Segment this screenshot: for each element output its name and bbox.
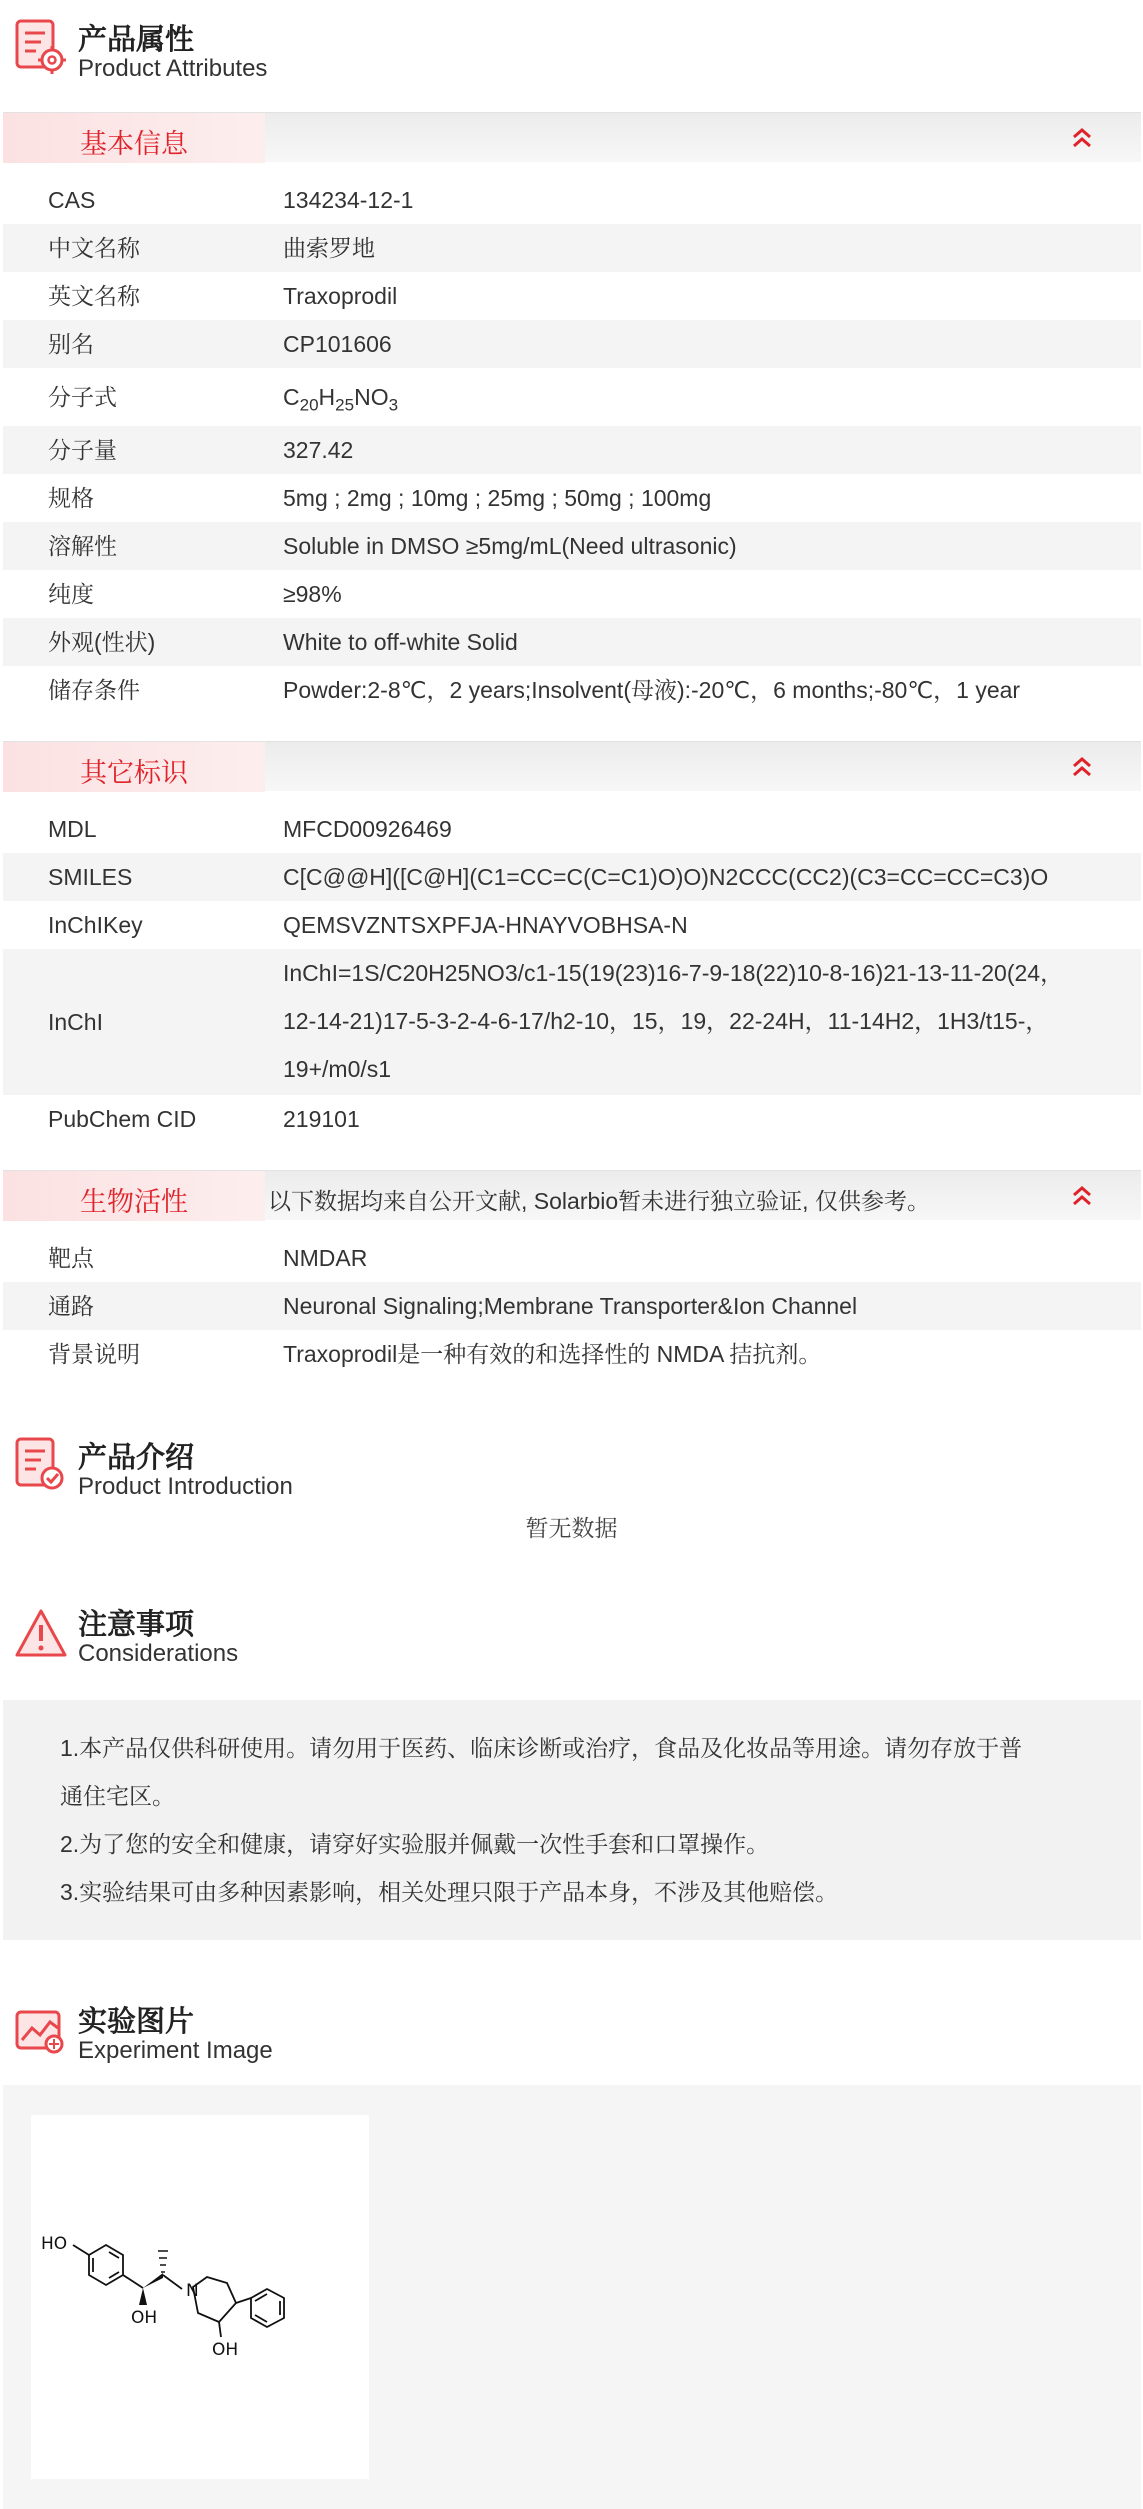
table-row [3,618,1141,666]
row-key: 中文名称 [48,235,140,261]
section-title: 产品介绍 [78,1442,195,1474]
table-row [3,1095,1141,1143]
table-row [3,474,1141,522]
row-key: 储存条件 [48,677,140,703]
row-key: 分子式 [48,384,117,410]
no-data-text: 暂无数据 [525,1515,618,1541]
table-row [3,426,1141,474]
section-subtitle: Experiment Image [78,2037,273,2064]
row-value: QEMSVZNTSXPFJA-HNAYVOBHSA-N [283,912,688,938]
row-value: 219101 [283,1106,360,1132]
row-key: CAS [48,187,96,213]
row-key: SMILES [48,864,133,890]
disclaimer-note: 以下数据均来自公开文献, Solarbio暂未进行独立验证, 仅供参考。 [268,1188,930,1214]
row-value: 327.42 [283,437,354,463]
section-title: 产品属性 [78,24,195,56]
collapse-chevron-icon[interactable] [1071,1184,1093,1208]
considerations-box [3,1700,1141,1940]
table-row [3,949,1141,1095]
bio-activity-tab[interactable] [3,1170,1141,1220]
row-value: Powder:2-8℃，2 years;Insolvent(母液):-20℃，6 months;-80℃，1 year [283,677,1021,703]
consideration-line: 3.实验结果可由多种因素影响，相关处理只限于产品本身，不涉及其他赔偿。 [60,1879,839,1905]
table-row [3,901,1141,949]
row-value: NMDAR [283,1245,368,1271]
row-value: 曲索罗地 [283,235,375,261]
table-row [3,272,1141,320]
row-value: InChI=1S/C20H25NO3/c1-15(19(23)16-7-9-18(22)10-8-16)21-13-11-20(24， 12-14-21)17-5-3-2-4-6-17/h2-10，15，19，22-24H，11-14H2，1H3/t15-， 19+/m0/s1 [283,960,1064,1082]
row-key: MDL [48,816,97,842]
section-subtitle: Product Introduction [78,1473,293,1500]
row-key: 分子量 [48,437,117,463]
table-row [3,1282,1141,1330]
molecular-formula: $C_{20}H_{25}NO_3$ [283,384,399,415]
structure-label-ho: HO [41,2234,68,2254]
basic-info-label: 基本信息 [80,129,188,159]
row-key: 外观(性状) [48,629,156,655]
other-identifiers-tab[interactable] [3,741,1141,791]
table-row [3,1234,1141,1282]
row-key: 纯度 [48,581,94,607]
row-value: MFCD00926469 [283,816,452,842]
row-value: C[C@@H]([C@H](C1=CC=C(C=C1)O)O)N2CCC(CC2)(C3=CC=CC=C3)O [283,864,1049,890]
table-row [3,805,1141,853]
table-row [3,368,1141,426]
chart-image-icon [14,1998,68,2060]
product-attributes-header [0,0,1143,80]
collapse-chevron-icon[interactable] [1071,755,1093,779]
row-key: 溶解性 [48,533,117,559]
row-value: Traxoprodil [283,283,398,309]
row-key: 英文名称 [48,283,140,309]
experiment-image-header [0,1982,1143,2062]
basic-info-tab[interactable] [3,112,1141,162]
consideration-line: 1.本产品仅供科研使用。请勿用于医药、临床诊断或治疗，食品及化妆品等用途。请勿存放于普 [60,1735,1023,1761]
document-settings-icon [14,16,68,78]
collapse-chevron-icon[interactable] [1071,126,1093,150]
table-row [3,176,1141,224]
row-key: 靶点 [48,1245,94,1271]
row-key: InChI [48,1009,103,1035]
section-title: 注意事项 [78,1609,195,1641]
row-key: PubChem CID [48,1106,197,1132]
consideration-line: 2.为了您的安全和健康，请穿好实验服并佩戴一次性手套和口罩操作。 [60,1831,770,1857]
row-key: 规格 [48,485,94,511]
row-value: ≥98% [283,581,342,607]
product-introduction-header [0,1418,1143,1498]
table-row [3,522,1141,570]
row-value: Traxoprodil是一种有效的和选择性的 NMDA 拮抗剂。 [283,1341,822,1367]
row-value: CP101606 [283,331,392,357]
table-row [3,666,1141,714]
row-key: 别名 [48,331,94,357]
row-key: 通路 [48,1293,94,1319]
structure-label-oh: OH [212,2340,239,2360]
table-row [3,570,1141,618]
row-key: 背景说明 [48,1341,140,1367]
section-subtitle: Considerations [78,1640,239,1667]
row-value: 134234-12-1 [283,187,414,213]
row-value: Soluble in DMSO ≥5mg/mL(Need ultrasonic) [283,533,737,559]
structure-label-oh: OH [131,2308,158,2328]
row-key: InChIKey [48,912,143,938]
row-value: 5mg ; 2mg ; 10mg ; 25mg ; 50mg ; 100mg [283,485,712,511]
row-value: Neuronal Signaling;Membrane Transporter&Ion Channel [283,1293,858,1319]
row-value: White to off-white Solid [283,629,518,655]
other-identifiers-label: 其它标识 [80,758,188,788]
table-row [3,320,1141,368]
document-check-icon [14,1434,68,1496]
bio-activity-label: 生物活性 [80,1187,188,1217]
table-row [3,1330,1141,1378]
chemical-structure-drawing [31,2115,369,2479]
table-row [3,853,1141,901]
section-title: 实验图片 [78,2006,195,2038]
consideration-line: 通住宅区。 [60,1783,175,1809]
warning-icon [14,1601,68,1663]
structure-label-n: N [186,2281,199,2301]
table-row [3,224,1141,272]
section-subtitle: Product Attributes [78,55,268,82]
considerations-header [0,1585,1143,1665]
structure-image[interactable] [31,2115,369,2479]
